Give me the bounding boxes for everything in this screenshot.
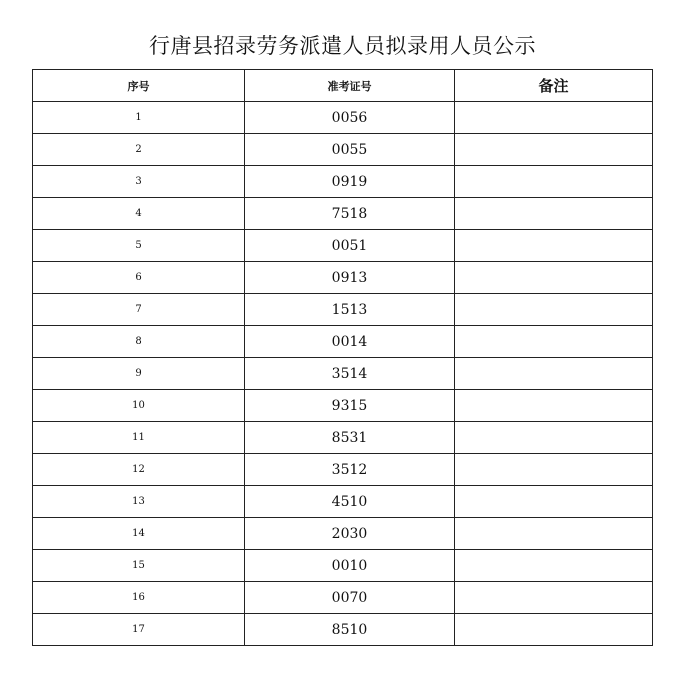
seq-cell: 6 [33,262,245,294]
table-row [33,326,653,358]
exam-number-cell: 0055 [245,134,455,166]
seq-cell: 15 [33,550,245,582]
table-row [33,422,653,454]
table-row [33,486,653,518]
remark-cell [455,582,653,614]
exam-number-cell: 2030 [245,518,455,550]
table-row [33,358,653,390]
column-header-exam-no: 准考证号 [245,70,455,102]
remark-cell [455,262,653,294]
table-row [33,294,653,326]
column-header-remark: 备注 [455,70,653,102]
exam-number-cell: 8510 [245,614,455,646]
table-row [33,518,653,550]
table-row [33,390,653,422]
seq-cell: 7 [33,294,245,326]
table-row [33,550,653,582]
seq-cell: 11 [33,422,245,454]
table-row [33,134,653,166]
seq-cell: 12 [33,454,245,486]
exam-number-cell: 0070 [245,582,455,614]
seq-cell: 10 [33,390,245,422]
remark-cell [455,518,653,550]
remark-cell [455,358,653,390]
table-row [33,230,653,262]
table-header [33,70,653,102]
remark-cell [455,550,653,582]
remark-cell [455,166,653,198]
remark-cell [455,422,653,454]
table-row [33,614,653,646]
table-row [33,198,653,230]
exam-number-cell: 0051 [245,230,455,262]
remark-cell [455,230,653,262]
remark-cell [455,614,653,646]
remark-cell [455,294,653,326]
exam-number-cell: 8531 [245,422,455,454]
exam-number-cell: 0919 [245,166,455,198]
remark-cell [455,486,653,518]
exam-number-cell: 4510 [245,486,455,518]
table-row [33,102,653,134]
exam-number-cell: 0010 [245,550,455,582]
table-row [33,582,653,614]
seq-cell: 4 [33,198,245,230]
seq-cell: 14 [33,518,245,550]
exam-number-cell: 3512 [245,454,455,486]
exam-number-cell: 0056 [245,102,455,134]
remark-cell [455,390,653,422]
seq-cell: 17 [33,614,245,646]
exam-number-cell: 0913 [245,262,455,294]
exam-number-cell: 0014 [245,326,455,358]
remark-cell [455,326,653,358]
table-body [33,102,653,646]
remark-cell [455,102,653,134]
table-row [33,454,653,486]
seq-cell: 5 [33,230,245,262]
exam-number-cell: 3514 [245,358,455,390]
document-title: 行唐县招录劳务派遣人员拟录用人员公示 [149,34,536,58]
seq-cell: 8 [33,326,245,358]
column-header-seq: 序号 [33,70,245,102]
table-header-row [33,70,653,102]
seq-cell: 9 [33,358,245,390]
exam-number-cell: 9315 [245,390,455,422]
seq-cell: 13 [33,486,245,518]
remark-cell [455,134,653,166]
seq-cell: 3 [33,166,245,198]
seq-cell: 2 [33,134,245,166]
seq-cell: 1 [33,102,245,134]
seq-cell: 16 [33,582,245,614]
exam-number-cell: 7518 [245,198,455,230]
table-row [33,262,653,294]
remark-cell [455,454,653,486]
exam-number-cell: 1513 [245,294,455,326]
remark-cell [455,198,653,230]
candidate-table [32,69,653,646]
table-row [33,166,653,198]
